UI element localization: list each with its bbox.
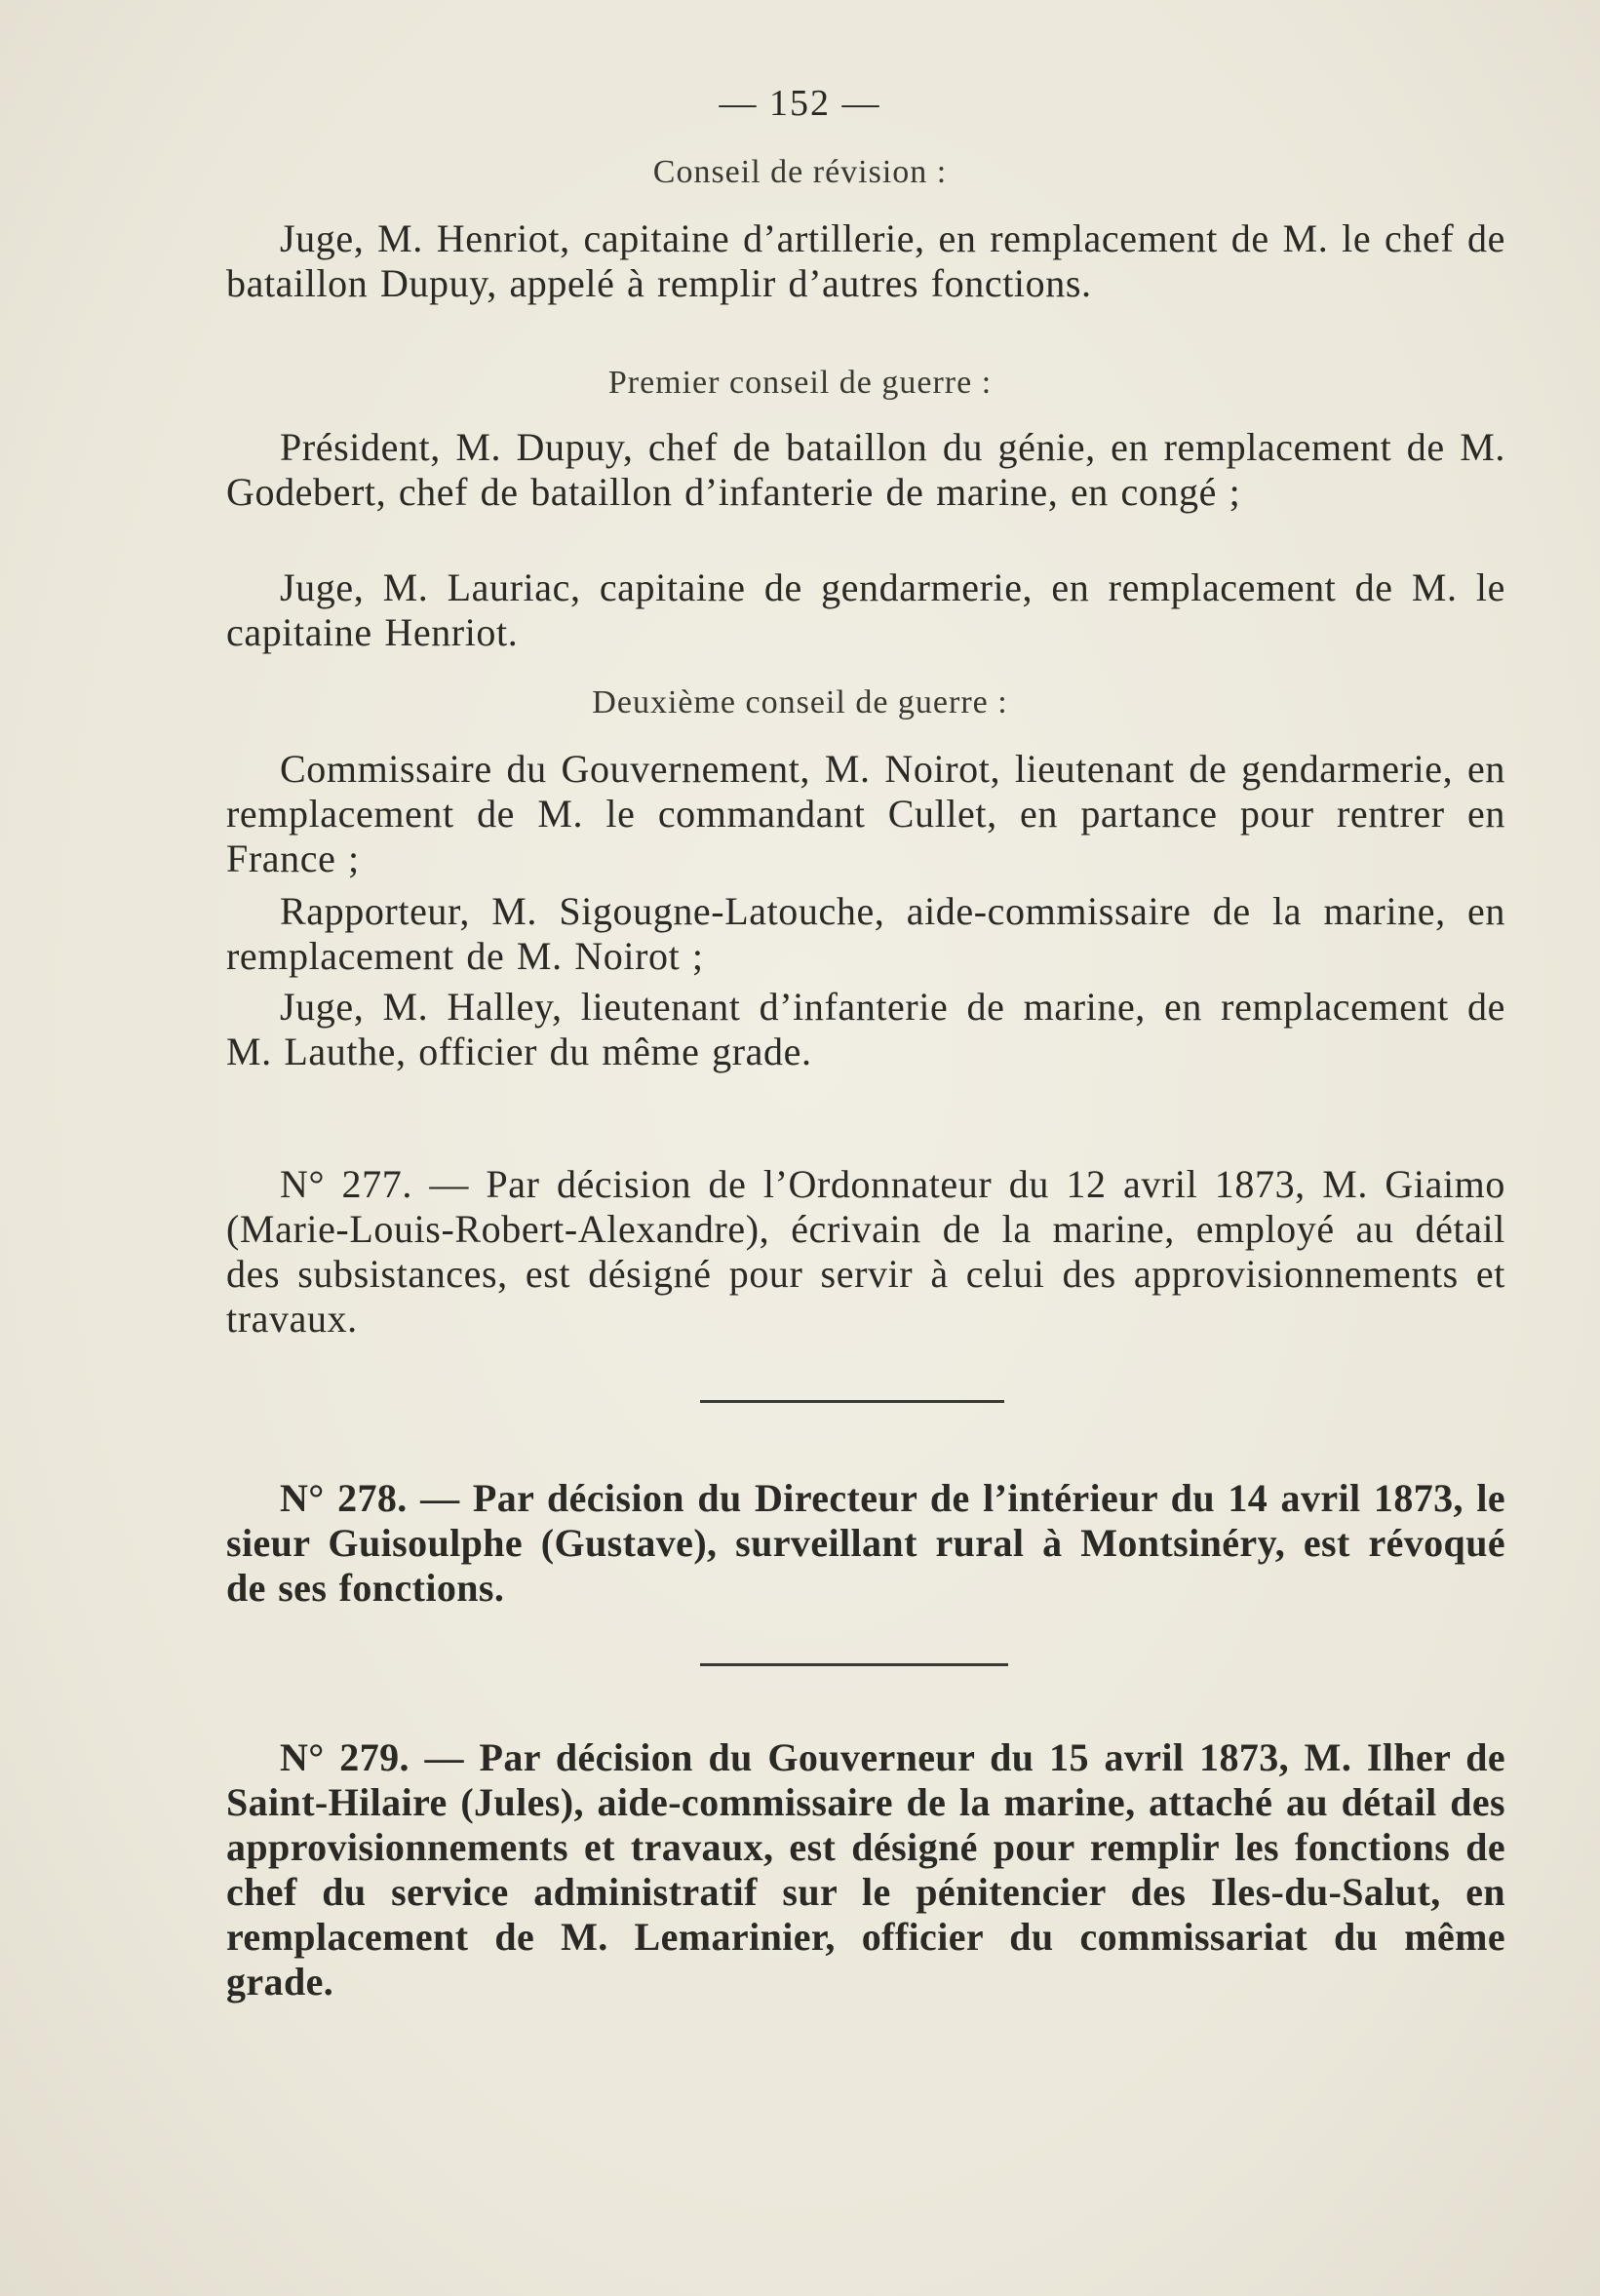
paragraph-juge-halley: Juge, M. Halley, lieutenant d’infanterie de marine, en remplacement de M. Lauthe, officier du même grade.: [226, 985, 1505, 1073]
separator-rule: [700, 1400, 1004, 1403]
decision-277: N° 277. — Par décision de l’Ordonnateur du 12 avril 1873, M. Giaimo (Marie-Louis-Robert-Alexandre), écrivain de la marine, employé au détail des subsistances, est désigné pour servir à celui des approvisionnements et travaux.: [226, 1162, 1505, 1341]
section-heading-deuxieme-conseil: Deuxième conseil de guerre :: [592, 684, 1008, 720]
section-heading-premier-conseil: Premier conseil de guerre :: [607, 365, 993, 401]
page-number: — 152 —: [719, 83, 881, 124]
section-heading-conseil-revision: Conseil de révision :: [652, 154, 948, 190]
separator-rule: [700, 1663, 1008, 1666]
paragraph-juge-henriot: Juge, M. Henriot, capitaine d’artillerie, en remplacement de M. le chef de bataillon Dupuy, appelé à remplir d’autres fonctions.: [226, 216, 1505, 305]
paragraph-rapporteur-sigougne: Rapporteur, M. Sigougne-Latouche, aide-commissaire de la marine, en remplacement de M. Noirot ;: [226, 889, 1505, 978]
decision-279: N° 279. — Par décision du Gouverneur du 15 avril 1873, M. Ilher de Saint-Hilaire (Jules), aide-commissaire de la marine, attaché au détail des approvisionnements et travaux, est désigné pour remplir les fonctions de chef du service administratif sur le pénitencier des Iles-du-Salut, en remplacement de M. Lemarinier, officier du commissariat du même grade.: [226, 1735, 1505, 2004]
paragraph-commissaire-noirot: Commissaire du Gouvernement, M. Noirot, lieutenant de gendarmerie, en remplacement de M. le commandant Cullet, en partance pour rentrer en France ;: [226, 747, 1505, 880]
paragraph-juge-lauriac: Juge, M. Lauriac, capitaine de gendarmerie, en remplacement de M. le capitaine Henriot.: [226, 565, 1505, 654]
decision-278: N° 278. — Par décision du Directeur de l’intérieur du 14 avril 1873, le sieur Guisoulphe (Gustave), surveillant rural à Montsinéry, est révoqué de ses fonctions.: [226, 1476, 1505, 1610]
paragraph-president-dupuy: Président, M. Dupuy, chef de bataillon du génie, en remplacement de M. Godebert, chef de bataillon d’infanterie de marine, en congé ;: [226, 425, 1505, 514]
